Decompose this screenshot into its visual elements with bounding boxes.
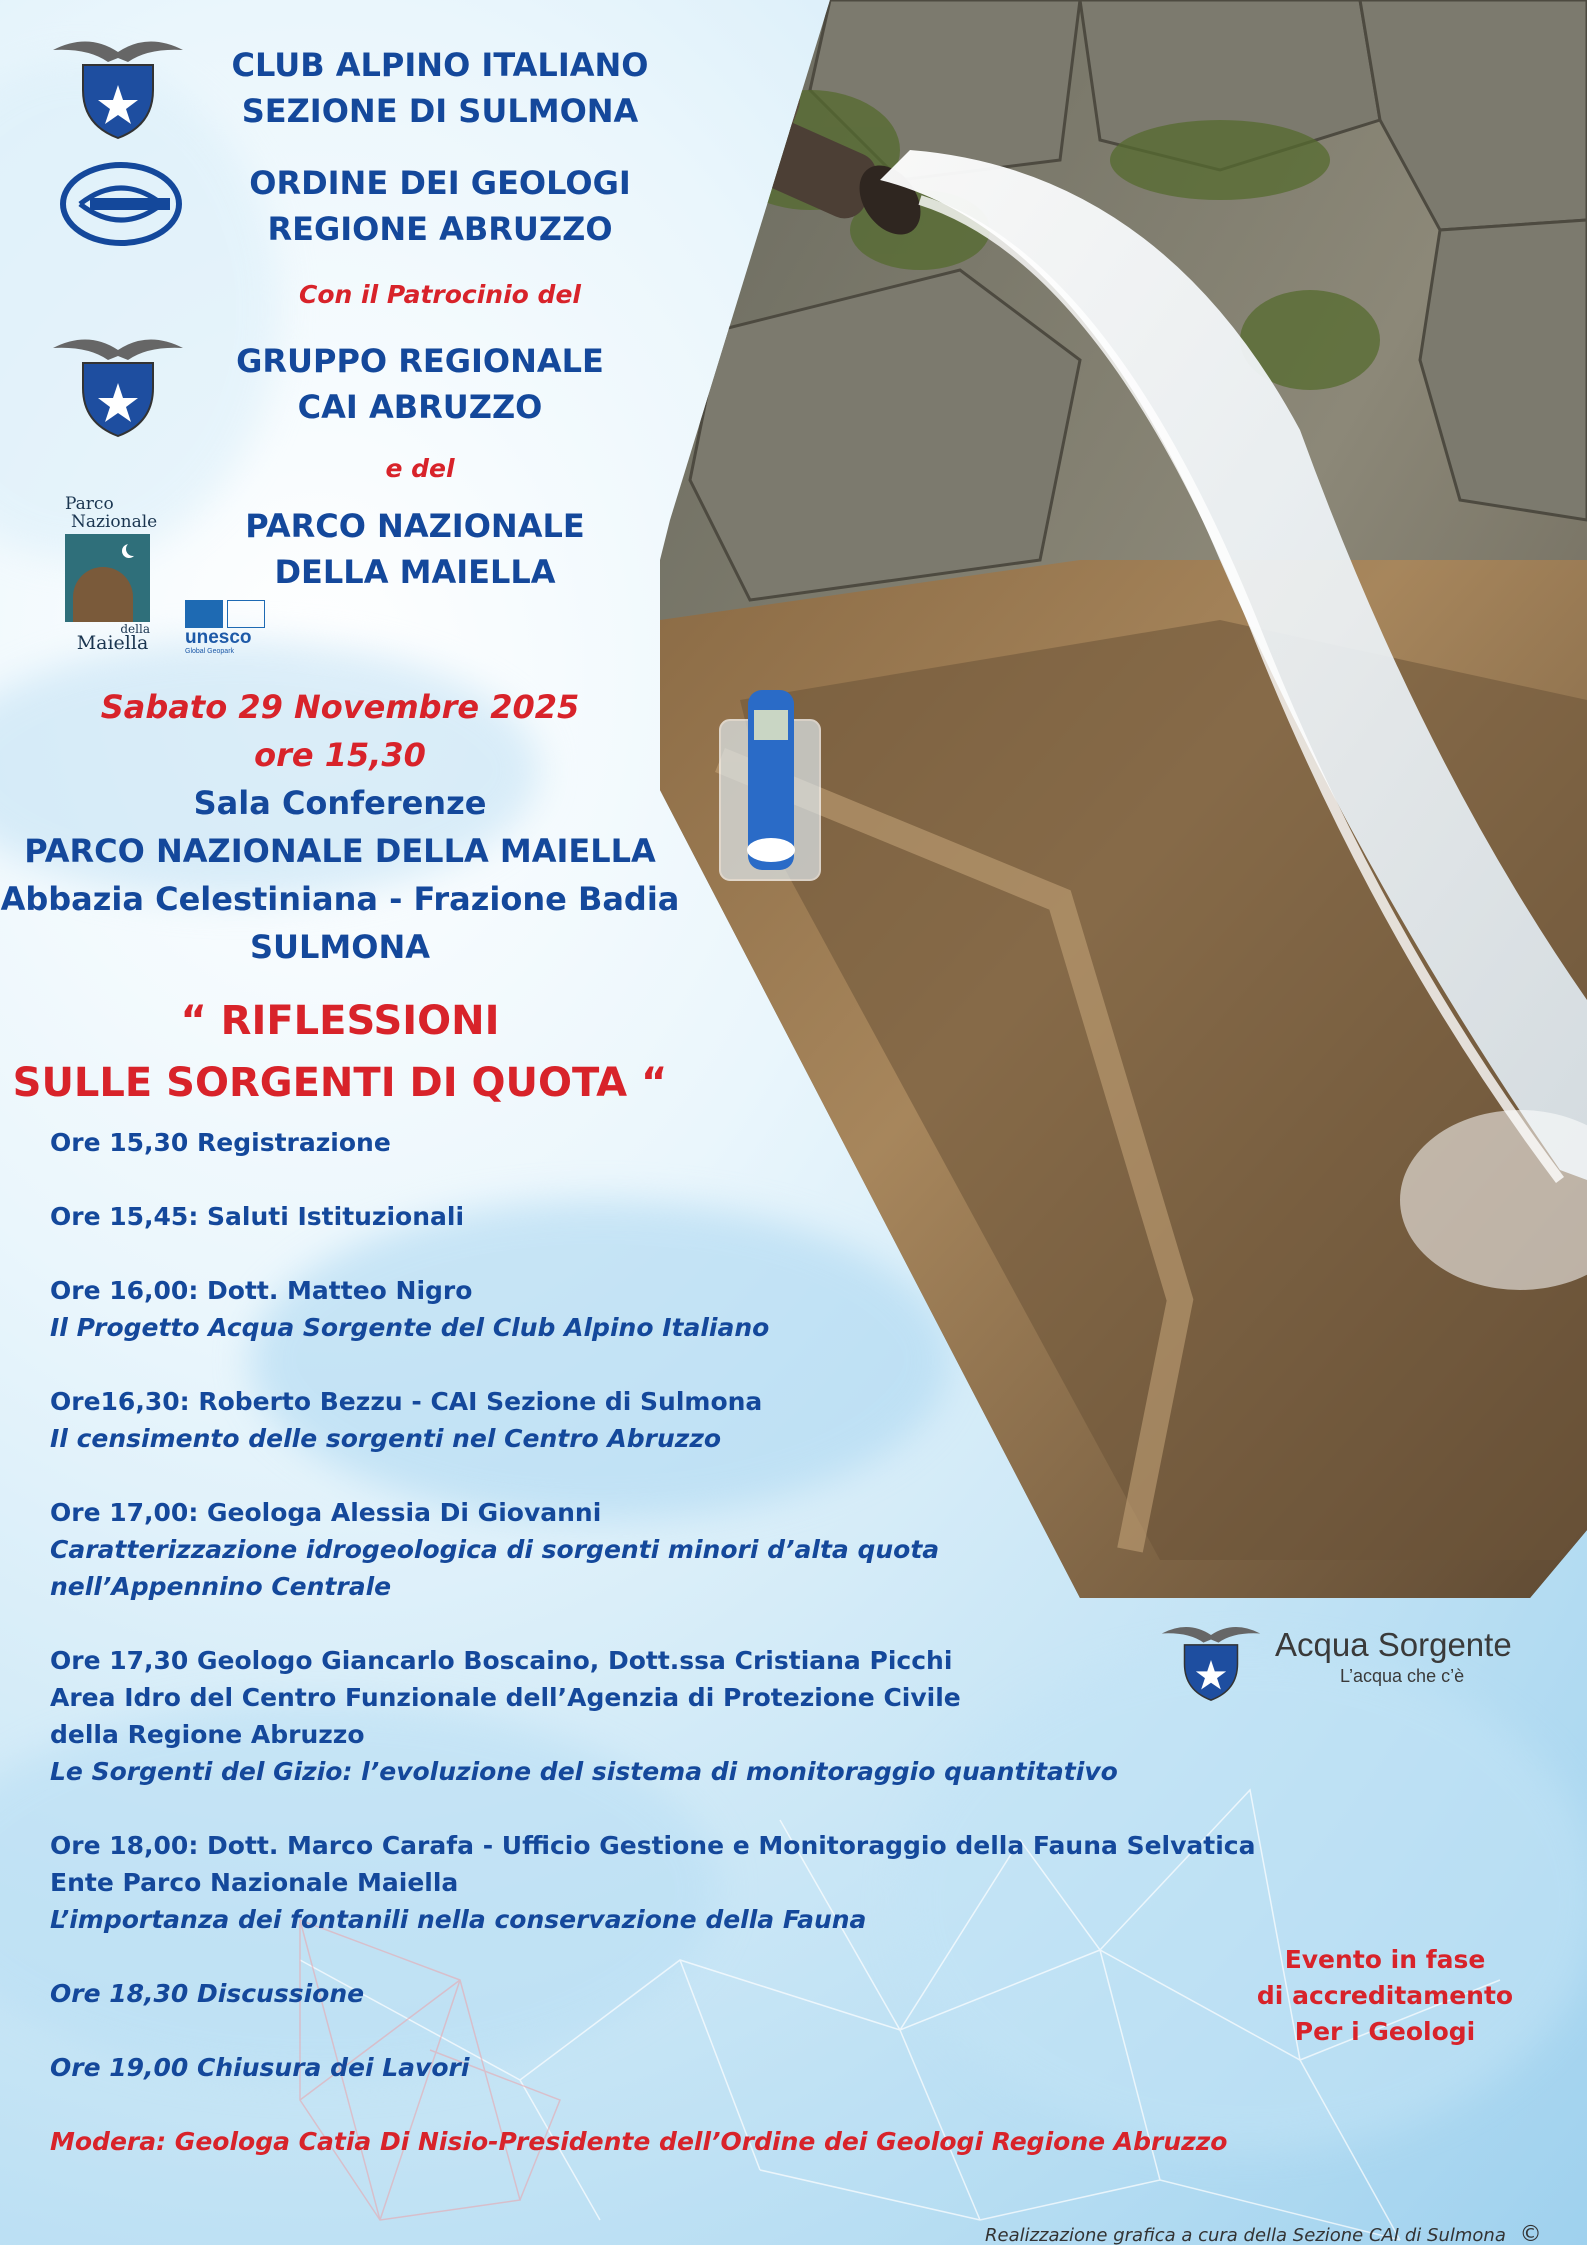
org-cai-sulmona	[190, 42, 690, 134]
program-talk-title: Il censimento delle sorgenti nel Centro Abruzzo	[50, 1424, 722, 1453]
acqua-sorgente-title: Acqua Sorgente	[1275, 1626, 1512, 1663]
program-talk-title: Caratterizzazione idrogeologica di sorgenti minori d’alta quota	[50, 1535, 940, 1564]
parco-logo-text: Nazionale	[71, 512, 158, 532]
program-item: Ore 18,00: Dott. Marco Carafa - Ufficio Gestione e Monitoraggio della Fauna Selvatica	[50, 1831, 1256, 1860]
accreditation-line: Per i Geologi	[1294, 2017, 1476, 2046]
program-item: Area Idro del Centro Funzionale dell’Agenzia di Protezione Civile	[50, 1683, 961, 1712]
geologists-globe-logo-icon	[60, 162, 182, 246]
parco-maiella-logo-icon	[65, 495, 160, 665]
accreditation-note	[1220, 1942, 1550, 2050]
org-name-line: GRUPPO REGIONALE	[236, 342, 604, 380]
org-name-line: CAI ABRUZZO	[297, 388, 543, 426]
program-item: Ore 16,00: Dott. Matteo Nigro	[50, 1276, 473, 1305]
org-name-line: DELLA MAIELLA	[274, 553, 556, 591]
program-talk-title: Il Progetto Acqua Sorgente del Club Alpino Italiano	[50, 1313, 770, 1342]
unesco-subtext: Global Geopark	[185, 648, 235, 655]
event-venue: Abbazia Celestiniana - Frazione Badia	[0, 880, 680, 918]
unesco-logo-icon	[185, 600, 275, 660]
program-talk-title: Le Sorgenti del Gizio: l’evoluzione del sistema di monitoraggio quantitativo	[50, 1757, 1118, 1786]
org-name-line: REGIONE ABRUZZO	[267, 210, 613, 248]
program-item: Ore 17,30 Geologo Giancarlo Boscaino, Dott.ssa Cristiana Picchi	[50, 1646, 953, 1675]
program-item: Ore 18,30 Discussione	[50, 1979, 365, 2008]
event-title	[0, 990, 680, 1114]
moderator: Modera: Geologa Catia Di Nisio-Presidente dell’Ordine dei Geologi Regione Abruzzo	[50, 2127, 1228, 2156]
program-item: Ore 19,00 Chiusura dei Lavori	[50, 2053, 470, 2082]
program-item: Ore 15,30 Registrazione	[50, 1128, 391, 1157]
and-label: e del	[385, 454, 455, 483]
event-title-line: “ RIFLESSIONI	[180, 998, 500, 1044]
parco-logo-text: della	[120, 622, 150, 636]
program-item: della Regione Abruzzo	[50, 1720, 365, 1749]
event-title-line: SULLE SORGENTI DI QUOTA “	[12, 1060, 668, 1106]
event-venue: PARCO NAZIONALE DELLA MAIELLA	[24, 832, 656, 870]
cai-eagle-logo-icon	[48, 328, 188, 438]
org-name-line: SEZIONE DI SULMONA	[241, 92, 639, 130]
unesco-text: unesco	[185, 627, 252, 648]
org-geologists	[190, 160, 690, 252]
org-name-line: PARCO NAZIONALE	[245, 507, 585, 545]
program-item: Ore16,30: Roberto Bezzu - CAI Sezione di Sulmona	[50, 1387, 763, 1416]
program-talk-title: nell’Appennino Centrale	[50, 1572, 392, 1601]
parco-logo-text: Maiella	[76, 632, 149, 654]
program-item: Ente Parco Nazionale Maiella	[50, 1868, 459, 1897]
acqua-sorgente-tagline: L’acqua che c’è	[1340, 1666, 1465, 1686]
event-venue: Sala Conferenze	[193, 784, 487, 822]
cai-eagle-logo-icon	[48, 30, 188, 140]
org-name-line: ORDINE DEI GEOLOGI	[249, 164, 631, 202]
program-item: Ore 17,00: Geologa Alessia Di Giovanni	[50, 1498, 602, 1527]
org-parco-maiella	[165, 503, 665, 595]
org-name-line: CLUB ALPINO ITALIANO	[231, 46, 649, 84]
credit-line	[985, 2222, 1542, 2245]
accreditation-line: Evento in fase	[1284, 1945, 1486, 1974]
accreditation-line: di accreditamento	[1256, 1981, 1514, 2010]
event-date: Sabato 29 Novembre 2025	[100, 688, 580, 726]
org-cai-abruzzo	[170, 338, 670, 430]
program-item: Ore 15,45: Saluti Istituzionali	[50, 1202, 465, 1231]
copyright-icon: ©	[1519, 2222, 1542, 2245]
event-time: ore 15,30	[254, 736, 426, 774]
patronage-label: Con il Patrocinio del	[299, 280, 581, 309]
program-list	[50, 1124, 1256, 2160]
event-info	[0, 683, 680, 971]
event-venue: SULMONA	[249, 928, 430, 966]
program-talk-title: L’importanza dei fontanili nella conservazione della Fauna	[50, 1905, 867, 1934]
credit-text: Realizzazione grafica a cura della Sezione CAI di Sulmona	[985, 2225, 1506, 2245]
parco-logo-text: Parco	[65, 494, 114, 514]
cai-eagle-logo-icon	[1158, 1615, 1264, 1705]
